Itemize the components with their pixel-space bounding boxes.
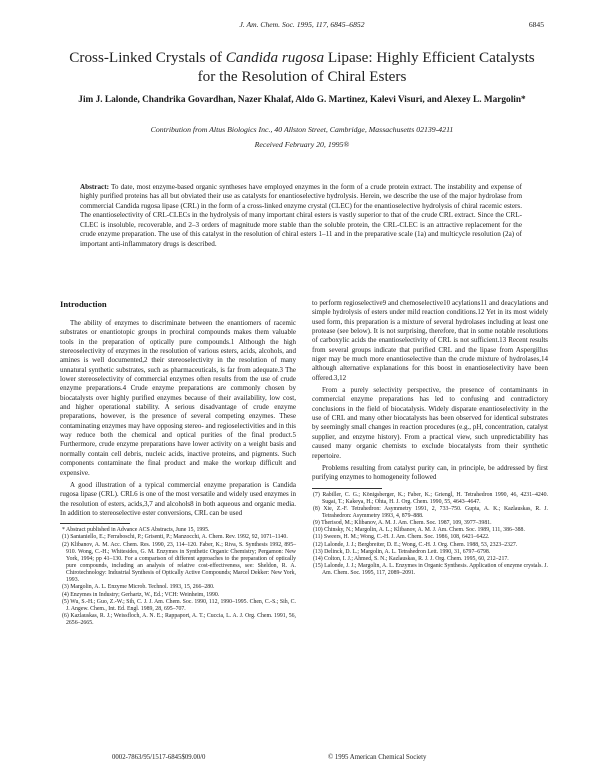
title-part-1: Cross-Linked Crystals of bbox=[69, 49, 226, 66]
footnote-item: (4) Enzymes in Industry; Gerhartz, W., Ed.; VCH: Weinheim, 1990. bbox=[62, 591, 220, 598]
intro-paragraph-2: A good illustration of a typical commercial enzyme preparation is Candida rugosa lipase (CRL). CRL6 is one of the most versatile and widely used enzymes in the resolution of esters, acids,3,7 and alcohols8 in both aqueous and organic media. In addition to stereoselective ester conversions, CRL can be used bbox=[60, 480, 296, 517]
page-footer bbox=[60, 754, 544, 764]
reference-item: (15) Lalonde, J. J.; Margolin, A. L. Enzymes in Organic Synthesis. Application of enzyme crystals. J. Am. Chem. Soc. 1995, 117, 2089–2091. bbox=[313, 563, 548, 577]
references-right bbox=[312, 492, 548, 578]
reference-item: (12) Lalonde, J. J.; Bergbreiter, D. E.; Wong, C.-H. J. Org. Chem. 1988, 53, 2323–2327. bbox=[313, 541, 518, 548]
reference-item: (8) Xie, Z.-F. Tetrahedron: Asymmetry 1991, 2, 733–750. Gupta, A. K.; Kazlauskas, R. J. Tetrahedron: Asymmetry 1993, 4, 879–888. bbox=[313, 505, 548, 519]
reference-item: (10) Chinsky, N.; Margolin, A. L.; Klibanov, A. M. J. Am. Chem. Soc. 1989, 111, 386–388. bbox=[313, 527, 525, 534]
intro-paragraph-5: Problems resulting from catalyst purity can, in principle, be addressed by first purifying enzymes to homogeneity followed bbox=[312, 463, 548, 482]
reference-item: (11) Sweers, H. M.; Wong, C.-H. J. Am. Chem. Soc. 1986, 108, 6421–6422. bbox=[313, 534, 490, 541]
footnote-item: (3) Margolin, A. L. Enzyme Microb. Technol. 1993, 15, 266–280. bbox=[62, 584, 215, 591]
footnote-item: (6) Kazlauskas, R. J.; Weissfloch, A. N. E.; Rappaport, A. T.; Cuccia, L. A. J. Org. Chem. 1991, 56, 2656–2665. bbox=[62, 613, 296, 627]
reference-item: (9) Therisod, M.; Klibanov, A. M. J. Am. Chem. Soc. 1987, 109, 3977–3981. bbox=[313, 520, 492, 527]
footnote-item: (1) Santaniello, E.; Ferraboschi, P.; Grisenti, P.; Manzocchi, A. Chem. Rev. 1992, 92, 1071–1140. bbox=[62, 534, 288, 541]
footnote-item: * Abstract published in Advance ACS Abstracts, June 15, 1995. bbox=[62, 527, 210, 534]
author-list: Jim J. Lalonde, Chandrika Govardhan, Nazer Khalaf, Aldo G. Martinez, Kalevi Visuri, and Alexey L. Margolin* bbox=[78, 95, 526, 105]
introduction-heading: Introduction bbox=[60, 299, 107, 309]
reference-item: (7) Rabiller, C. G.; Königsberger, K.; Faber, K.; Griengl, H. Tetrahedron 1990, 46, 4231–4240. Sugai, T.; Kakeya, H.; Ohta, H. J. Org. Chem. 1990, 55, 4643–4647. bbox=[313, 491, 548, 505]
intro-paragraph-3: to perform regioselective9 and chemoselective10 acylations11 and deacylations and simple hydrolysis of esters under mild reaction conditions.12 Yet in its most widely used form, this preparation is a mixture of several hydrolases including at least one protease (see below). It is not surprising, therefore, that in some notable resolutions of carboxylic acids the enantioselectivity of CRL is not sufficient.13 Recent results from several groups indicate that purified CRL and the lipase from Aspergillus niger may be much more enantioselective than the crude mixture of hydrolases,14 although alternative explanations for this boost in enantioselectivity have been offered.3,12 bbox=[312, 299, 548, 382]
abstract-text: To date, most enzyme-based organic syntheses have employed enzymes in the form of a crude protein extract. The instability and expense of highly purified proteins has all but obviated their use as catalysts for enantioselective hydrolysis. Herein, we describe the use of the major hydrolase from commercial Candida rugosa lipase (CRL) in the form of a cross-linked enzyme crystal (CLEC) for the enantioselective hydrolysis of chiral racemic esters. The enantioselectivity of CRL-CLECs in the hydrolysis of many important chiral esters is vastly superior to that of the crude CRL extract. Since the CRL-CLEC is insoluble, recoverable, and 2–3 orders of magnitude more stable than the soluble protein, the CRL-CLEC is an attractive replacement for the crude enzyme preparation. The use of this catalyst in the resolution of chiral esters 1–11 and in the preparative scale (1a) and multicycle resolution (2a) of important anti-inflammatory drugs is described. bbox=[80, 183, 522, 248]
running-header bbox=[60, 20, 544, 32]
article-title bbox=[60, 48, 544, 86]
footnote-divider bbox=[60, 523, 130, 524]
left-column bbox=[60, 299, 296, 627]
received-date: Received February 20, 1995® bbox=[254, 140, 350, 149]
footnotes-left bbox=[60, 527, 296, 627]
copyright-notice: © 1995 American Chemical Society bbox=[328, 754, 427, 761]
abstract-label: Abstract: bbox=[80, 183, 109, 191]
journal-citation: J. Am. Chem. Soc. 1995, 117, 6845–6852 bbox=[239, 20, 365, 29]
reference-item: (13) Delinck, D. L.; Margolin, A. L. Tetrahedron Lett. 1990, 31, 6797–6798. bbox=[313, 548, 491, 555]
right-column bbox=[312, 299, 548, 577]
intro-paragraph-1: The ability of enzymes to discriminate between the enantiomers of racemic substrates or enantiotopic groups in prochiral compounds makes them valuable tools in the preparation of optically pure compounds.1 Although the high stereoselectivity of enzymes in the resolution of various esters, acids, alcohols, and amines is well documented,2 their stereoselectivity in the resolution of many unnatural synthetic substrates, such as pharmaceuticals, is far from adequate.3 The lower stereoselectivity of commercial enzymes often results from the use of crude enzyme preparations.4 Crude enzyme preparations are commonly chosen by biocatalysts over highly purified enzymes because of their availability, low cost, and higher operational stability. A serious disadvantage of crude enzyme preparations, however, is the presence of several competing enzymes. These contaminating enzymes may have opposing stereo- and regioselectivities and in this way reduce both the chemical and optical purities of the final product.5 Furthermore, crude enzyme preparations have lower activity on a weight basis and normally contain cell debris, nucleic acids, inactive proteins, and pigments. Such components contaminate the final product and make the workup difficult and expensive. bbox=[60, 319, 296, 477]
title-italic-species: Candida rugosa bbox=[225, 49, 325, 66]
page-number: 6845 bbox=[528, 20, 544, 29]
reference-item: (14) Colton, I. J.; Ahmed, S. N.; Kazlauskas, R. J. J. Org. Chem. 1995, 60, 212–217. bbox=[313, 555, 509, 562]
abstract bbox=[80, 183, 522, 249]
affiliation: Contribution from Altus Biologics Inc., 40 Allston Street, Cambridge, Massachusetts 02139-4211 bbox=[150, 125, 454, 134]
title-part-2: Lipase: Highly Efficient Catalysts for the Resolution of Chiral Esters bbox=[197, 49, 535, 85]
article-code: 0002-7863/95/1517-6845$09.00/0 bbox=[112, 754, 206, 761]
footnote-item: (5) Wu, S.-H.; Guo, Z.-W.; Sih, C. J. J. Am. Chem. Soc. 1990, 112, 1990–1995. Chen, C.-S.; Sih, C. J. Angew. Chem., Int. Ed. Engl. 1989, 28, 695–707. bbox=[62, 598, 296, 612]
intro-paragraph-4: From a purely selectivity perspective, the presence of contaminants in commercial enzyme preparations has led to confusing and contradictory conclusions in the field of biocatalysis. Widely disparate enantioselectivity in the use of CRL and many other biocatalysts has been observed for identical substrates by seemingly small changes in reaction procedures (e.g., pH, concentration, catalyst supplier, and enzyme history). From a practical view, such unpredictability has caused many organic chemists to exclude biocatalysts from their synthetic repertoire. bbox=[312, 386, 548, 460]
footnote-item: (2) Klibanov, A. M. Acc. Chem. Res. 1990, 23, 114–120. Faber, K.; Riva, S. Synthesis 1992, 895–910. Wong, C.-H.; Whitesides, G. M. Enzymes in Synthetic Organic Chemistry; Pergamon: New York, 1994; pp 41–130. For a comparison of different approaches to the preparation of optically pure compounds, including an analysis of relative cost-effectiveness, see: Sheldon, R. A. Chirotechnology: Industrial Synthesis of Optically Active Compounds; Marcel Dekker: New York, 1993. bbox=[62, 541, 296, 584]
reference-divider bbox=[312, 488, 382, 489]
